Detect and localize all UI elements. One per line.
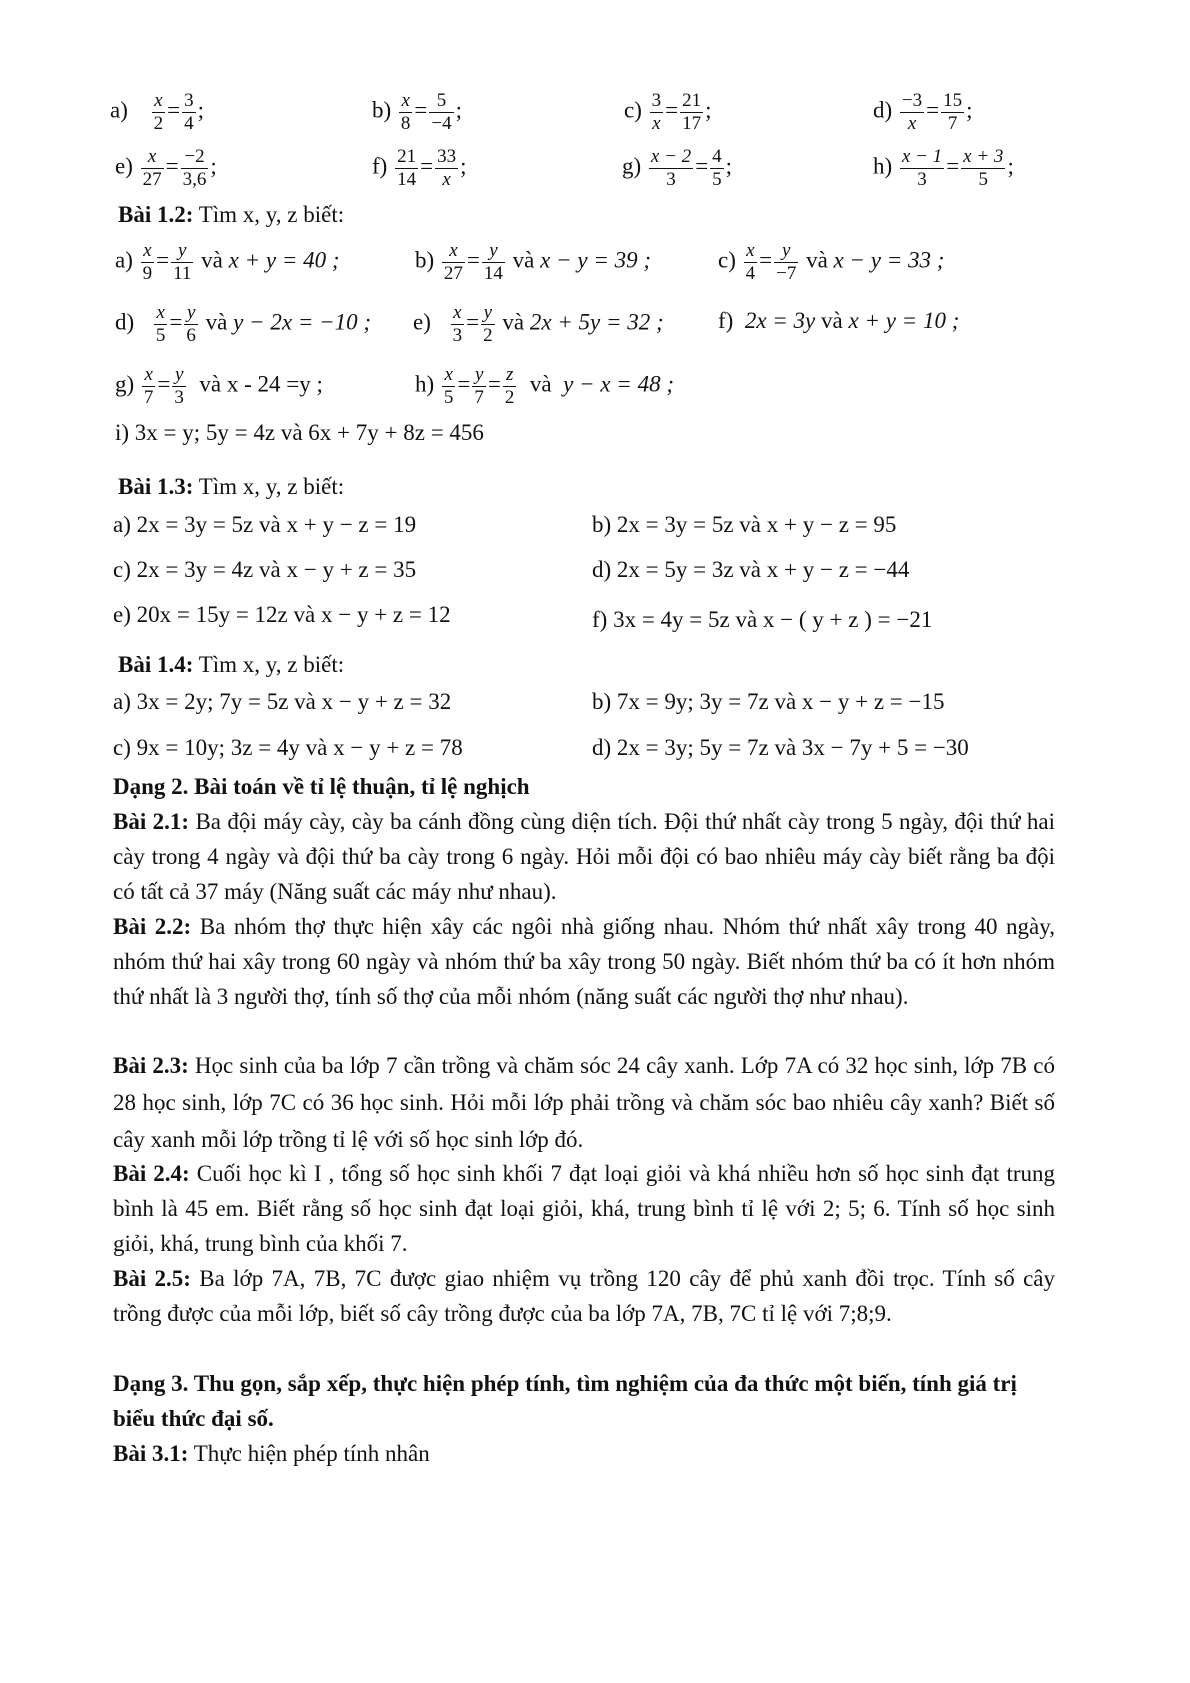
exercise-instruction: Tìm x, y, z biết: — [193, 202, 345, 227]
semicolon: ; — [460, 153, 467, 179]
exercise-item: d) $\frac{x}{5}$ = $\frac{y}{6}$ và y − 2x = −10 ; — [115, 302, 372, 346]
item-label: b) — [415, 247, 435, 273]
fraction — [142, 364, 156, 409]
fraction — [184, 302, 198, 347]
exercise-text: Ba lớp 7A, 7B, 7C được giao nhiệm vụ trồng 120 cây để phủ xanh đồi trọc. Tính số cây trồng được của mỗi lớp, biết số cây trồng được của ba lớp 7A, 7B, 7C tỉ lệ với 7;8;9. — [113, 1266, 1055, 1326]
exercise-item: f) 3x = 4y = 5z và x − ( y + z ) = −21 — [592, 607, 933, 632]
fraction — [154, 302, 168, 347]
denominator: 3 — [452, 324, 463, 346]
fraction — [503, 364, 517, 409]
exercise-text: Thực hiện phép tính nhân — [188, 1441, 430, 1466]
item-label: g) — [115, 371, 135, 397]
denominator: 2 — [153, 112, 164, 134]
exercise-text: Học sinh của ba lớp 7 cần trồng và chăm sóc 24 cây xanh. Lớp 7A có 32 học sinh, lớp 7B có 28 học sinh, lớp 7C có 36 học sinh. Hỏi mỗi lớp phải trồng và chăm sóc bao nhiêu cây xanh? Biết số cây xanh mỗi lớp trồng tỉ lệ với số học sinh lớp đó. — [113, 1053, 1055, 1152]
exercise-item — [718, 308, 959, 334]
exercise-item: b) $\frac{x}{8}$ = $\frac{5}{-4}$ ; — [372, 90, 463, 134]
exercise-1-2-row-2 — [0, 296, 1190, 354]
exercise-item: b) 2x = 3y = 5z và x + y − z = 95 — [592, 512, 897, 537]
fraction — [482, 240, 505, 285]
fraction — [141, 240, 155, 285]
exercise-item: h) $\frac{x}{5}$ = $\frac{y}{7}$ = $\frac{z}{2}$ và y − x = 48 ; — [415, 364, 674, 408]
denominator: 2 — [504, 386, 515, 408]
denominator: 7 — [474, 386, 484, 408]
exercise-item: h) $\frac{x - 1}{3}$ = $\frac{x + 3}{5}$ ; — [873, 146, 1014, 190]
item-label: a) — [110, 97, 128, 123]
conjunction: và — [821, 308, 843, 333]
semicolon: ; — [705, 97, 712, 123]
item-label: d) — [115, 309, 135, 335]
conjunction: và — [512, 247, 535, 273]
exercise-item: e) $\frac{x}{27}$ = $\frac{-2}{3,6}$ ; — [115, 146, 217, 190]
exercise-label: Bài 1.4: — [118, 652, 194, 677]
denominator: 11 — [173, 262, 192, 284]
denominator: 7 — [947, 112, 958, 134]
exercise-label: Bài 2.4: — [113, 1161, 190, 1186]
semicolon: ; — [197, 97, 204, 123]
denominator: 4 — [745, 262, 756, 284]
fraction — [710, 146, 724, 191]
denominator: 7 — [143, 386, 154, 408]
numerator: x — [152, 90, 166, 113]
denominator: 17 — [682, 112, 702, 134]
numerator: 33 — [437, 146, 457, 167]
semicolon: ; — [725, 153, 733, 179]
item-label: f) — [718, 308, 734, 333]
exercise-item: a) 2x = 3y = 5z và x + y − z = 19 — [113, 512, 417, 537]
denominator: 6 — [186, 324, 196, 346]
conjunction: và — [529, 371, 552, 397]
condition: x - 24 =y ; — [226, 371, 323, 397]
item-label: h) — [873, 153, 893, 179]
fraction — [171, 240, 193, 285]
numerator: x — [399, 90, 413, 113]
exercise-item: e) $\frac{x}{3}$ = $\frac{y}{2}$ và 2x + 5y = 32 ; — [413, 302, 664, 346]
denominator: x — [907, 112, 917, 134]
exercise-item: b) 7x = 9y; 3y = 7z và x − y + z = −15 — [592, 689, 945, 714]
condition: x + y = 40 ; — [228, 247, 340, 273]
semicolon: ; — [966, 97, 973, 123]
fraction — [900, 90, 924, 135]
item-label: e) — [413, 309, 431, 335]
condition: x − y = 33 ; — [833, 247, 945, 273]
numerator: y — [171, 240, 193, 263]
denominator: 27 — [443, 262, 463, 284]
exercise-1-2-title — [118, 202, 344, 228]
exercise-1-2-row-1 — [0, 234, 1190, 292]
item-label: b) — [372, 97, 392, 123]
numerator: x — [442, 240, 465, 263]
fraction — [429, 90, 453, 135]
fraction — [172, 364, 186, 409]
numerator: x + 3 — [963, 146, 1004, 167]
item-label: e) — [115, 153, 133, 179]
exercise-item: b) $\frac{x}{27}$ = $\frac{y}{14}$ và x − y = 39 ; — [415, 240, 651, 284]
fraction — [961, 146, 1005, 191]
denominator: 5 — [443, 386, 454, 408]
exercise-item: f) $\frac{21}{14}$ = $\frac{33}{x}$ ; — [372, 146, 467, 190]
item-label: a) — [115, 247, 133, 273]
numerator: x — [142, 364, 156, 387]
equation: 2x = 3y — [744, 308, 816, 333]
exercise-item: d) 2x = 3y; 5y = 7z và 3x − 7y + 5 = −30 — [592, 735, 969, 760]
exercise-2-5 — [113, 1261, 1055, 1331]
numerator: x — [154, 302, 168, 325]
fraction — [181, 146, 209, 191]
denominator: 3 — [666, 168, 676, 190]
exercise-instruction: Tìm x, y, z biết: — [193, 652, 345, 677]
fraction — [774, 240, 798, 285]
numerator: x — [744, 240, 758, 263]
exercise-label: Bài 1.3: — [118, 474, 194, 499]
exercise-2-1 — [113, 804, 1055, 909]
exercise-item: a) $\frac{x}{9}$ = $\frac{y}{11}$ và x + y = 40 ; — [115, 240, 340, 284]
exercise-item: d) 2x = 5y = 3z và x + y − z = −44 — [592, 557, 910, 582]
numerator: 21 — [682, 90, 702, 111]
denominator: 9 — [142, 262, 153, 284]
semicolon: ; — [1007, 153, 1014, 179]
exercise-item: e) 20x = 15y = 12z và x − y + z = 12 — [113, 602, 451, 627]
semicolon: ; — [210, 153, 217, 179]
fraction — [141, 146, 164, 191]
conjunction: và — [199, 371, 222, 397]
numerator: y — [481, 302, 495, 325]
denominator: 3,6 — [182, 168, 207, 190]
denominator: 14 — [483, 262, 503, 284]
exercise-item: c) 9x = 10y; 3z = 4y và x − y + z = 78 — [113, 735, 463, 760]
item-label: h) — [415, 371, 435, 397]
numerator: x — [442, 364, 456, 387]
conjunction: và — [502, 309, 525, 335]
denominator: 5 — [712, 168, 722, 190]
denominator: 5 — [978, 168, 989, 190]
denominator: 27 — [142, 168, 162, 190]
section-title: Dạng 3. Thu gọn, sắp xếp, thực hiện phép tính, tìm nghiệm của đa thức một biến, tính giá trị biểu thức đại số. — [113, 1371, 1017, 1431]
numerator: −2 — [181, 146, 209, 169]
numerator: 4 — [712, 146, 722, 167]
exercise-label: Bài 2.2: — [113, 914, 192, 939]
numerator: 15 — [943, 90, 963, 111]
semicolon: ; — [455, 97, 463, 123]
numerator: y — [172, 364, 186, 387]
numerator: x — [141, 146, 164, 169]
numerator: z — [503, 364, 517, 387]
exercise-item: a) 3x = 2y; 7y = 5z và x − y + z = 32 — [113, 689, 452, 714]
exercise-label: Bài 1.2: — [118, 202, 194, 227]
fraction — [650, 90, 664, 135]
exercise-item: c) $\frac{x}{4}$ = $\frac{y}{-7}$ và x − y = 33 ; — [718, 240, 945, 284]
exercise-item: d) $\frac{-3}{x}$ = $\frac{15}{7}$ ; — [873, 90, 973, 134]
denominator: 3 — [174, 386, 184, 408]
numerator: 21 — [397, 146, 417, 167]
exercise-text: Cuối học kì I , tổng số học sinh khối 7 đạt loại giỏi và khá nhiều hơn số học sinh đạt trung bình là 45 em. Biết rằng số học sinh đạt loại giỏi, khá, trung bình tỉ lệ với 2; 5; 6. Tính số học sinh giỏi, khá, trung bình của khối 7. — [113, 1161, 1056, 1256]
numerator: 3 — [184, 90, 194, 111]
conjunction: và — [806, 247, 828, 273]
denominator: x — [442, 168, 451, 190]
numerator: y — [482, 240, 505, 263]
fraction — [472, 364, 486, 409]
exercise-label: Bài 2.3: — [113, 1053, 189, 1078]
numerator: x — [141, 240, 155, 263]
exercise-2-2 — [113, 909, 1055, 1014]
condition: x + y = 10 ; — [848, 308, 960, 333]
item-label: d) — [873, 97, 893, 123]
fraction — [442, 240, 465, 285]
exercise-1-1-row-1 — [0, 82, 1190, 138]
denominator: −7 — [776, 262, 797, 284]
denominator: 2 — [483, 324, 493, 346]
exercise-item: g) $\frac{x}{7}$ = $\frac{y}{3}$ và x - 24 =y ; — [115, 364, 323, 408]
numerator: x − 2 — [650, 146, 692, 167]
condition: y − 2x = −10 ; — [233, 309, 372, 335]
fraction — [680, 90, 703, 135]
fraction — [900, 146, 944, 191]
numerator: 5 — [429, 90, 453, 113]
denominator: 8 — [400, 112, 411, 134]
exercise-text: Ba đội máy cày, cày ba cánh đồng cùng diện tích. Đội thứ nhất cày trong 5 ngày, đội thứ hai cày trong 4 ngày và đội thứ ba cày trong 6 ngày. Hỏi mỗi đội có bao nhiêu máy cày biết rằng ba đội có tất cả 37 máy (Năng suất các máy như nhau). — [113, 809, 1056, 904]
exercise-label: Bài 2.1: — [113, 809, 190, 834]
exercise-item: c) 2x = 3y = 4z và x − y + z = 35 — [113, 557, 417, 582]
exercise-1-2-row-3 — [0, 358, 1190, 416]
numerator: 3 — [651, 90, 662, 111]
numerator: x − 1 — [901, 146, 943, 167]
item-label: f) — [372, 153, 388, 179]
exercise-3-1 — [113, 1436, 1055, 1471]
conjunction: và — [205, 309, 228, 335]
fraction — [442, 364, 456, 409]
numerator: y — [184, 302, 198, 325]
fraction — [451, 302, 465, 347]
denominator: 14 — [397, 168, 417, 190]
fraction — [182, 90, 196, 135]
fraction — [481, 302, 495, 347]
denominator: 5 — [155, 324, 166, 346]
fraction — [152, 90, 166, 135]
conjunction: và — [201, 247, 223, 273]
exercise-item-i: i) 3x = y; 5y = 4z và 6x + 7y + 8z = 456 — [115, 420, 484, 445]
item-label: g) — [622, 153, 642, 179]
fraction — [399, 90, 413, 135]
exercise-label: Bài 3.1: — [113, 1441, 189, 1466]
item-label: c) — [718, 247, 736, 273]
fraction — [395, 146, 418, 191]
exercise-1-3-title — [118, 474, 344, 500]
denominator: 3 — [917, 168, 927, 190]
fraction — [941, 90, 964, 135]
fraction — [744, 240, 758, 285]
exercise-instruction: Tìm x, y, z biết: — [193, 474, 345, 499]
exercise-text: Ba nhóm thợ thực hiện xây các ngôi nhà giống nhau. Nhóm thứ nhất xây trong 40 ngày, nhóm thứ hai xây trong 60 ngày và nhóm thứ ba xây trong 50 ngày. Biết nhóm thứ ba có ít hơn nhóm thứ nhất là 3 người thợ, tính số thợ của mỗi nhóm (năng suất các người thợ như nhau). — [113, 914, 1055, 1009]
fraction — [435, 146, 458, 191]
numerator: y — [774, 240, 798, 263]
numerator: y — [472, 364, 486, 387]
denominator: x — [652, 112, 661, 134]
exercise-1-1-row-2 — [0, 138, 1190, 194]
condition: x − y = 39 ; — [540, 247, 651, 273]
numerator: x — [451, 302, 465, 325]
exercise-2-4 — [113, 1156, 1055, 1261]
denominator: −4 — [431, 112, 452, 134]
section-title: Dạng 2. Bài toán về tỉ lệ thuận, tỉ lệ nghịch — [113, 774, 530, 799]
exercise-item: c) $\frac{3}{x}$ = $\frac{21}{17}$ ; — [624, 90, 712, 134]
fraction — [649, 146, 693, 191]
condition: 2x + 5y = 32 ; — [529, 309, 664, 335]
denominator: 4 — [184, 112, 194, 134]
exercise-item: a) $\frac{x}{2}$ = $\frac{3}{4}$ ; — [110, 90, 204, 134]
numerator: −3 — [901, 90, 923, 111]
item-label: c) — [624, 97, 642, 123]
exercise-2-3 — [113, 1047, 1055, 1158]
exercise-label: Bài 2.5: — [113, 1266, 191, 1291]
condition: y − x = 48 ; — [563, 371, 674, 397]
exercise-item: g) $\frac{x - 2}{3}$ = $\frac{4}{5}$ ; — [622, 146, 733, 190]
exercise-1-4-title — [118, 652, 344, 678]
